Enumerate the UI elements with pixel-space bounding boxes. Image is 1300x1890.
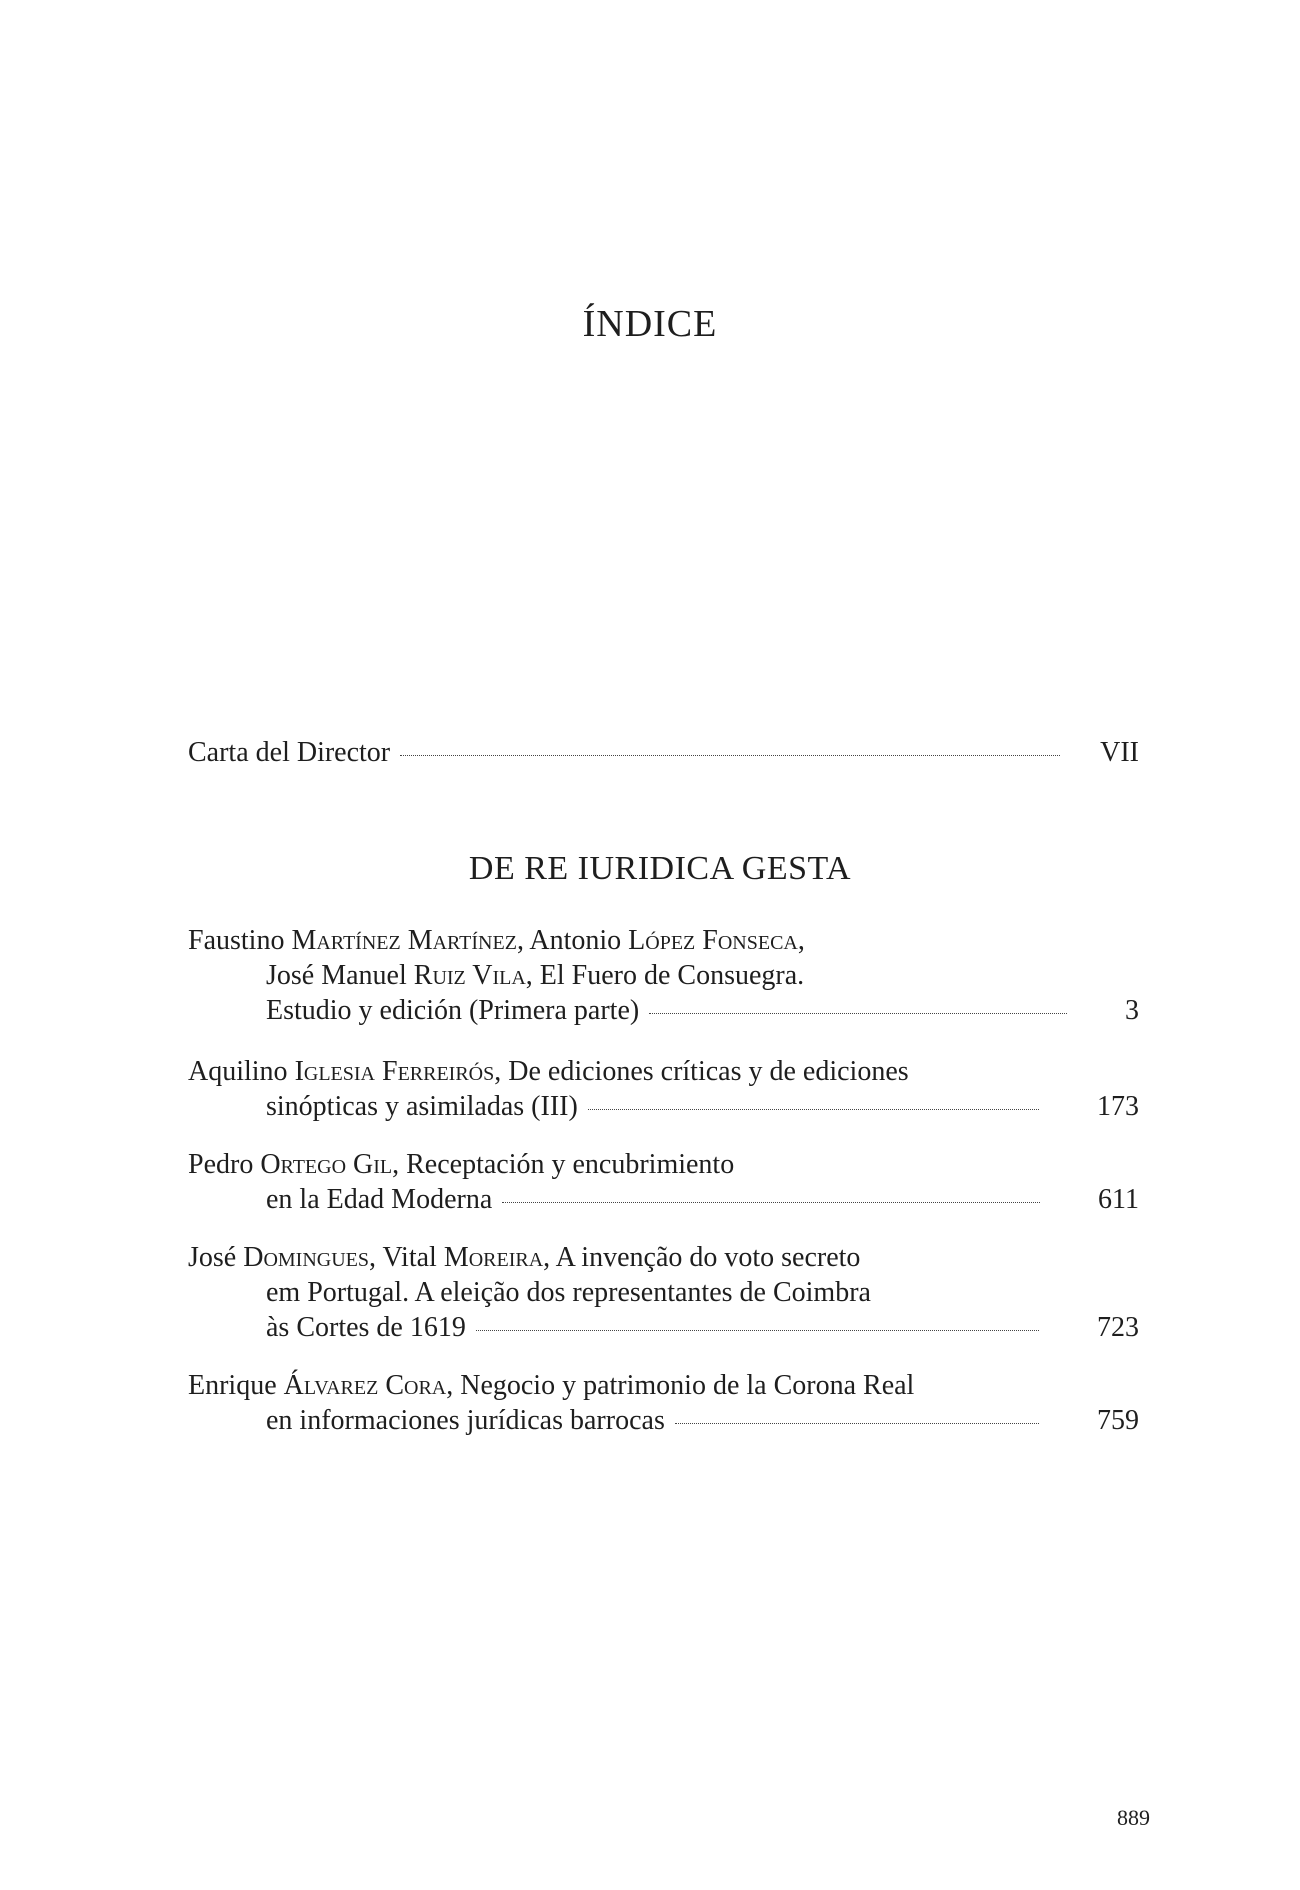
dot-leader	[502, 1202, 1040, 1203]
toc-entry-line	[266, 1310, 1139, 1346]
author-surname: Moreira	[443, 1242, 544, 1273]
author-surname: Martínez Martínez	[291, 925, 517, 956]
author-first-name: , Vital	[369, 1242, 444, 1273]
toc-entry-line	[266, 1275, 1139, 1311]
article-title: às Cortes de 1619	[266, 1312, 466, 1343]
toc-page-number: 723	[1097, 1312, 1139, 1343]
toc-entry-line	[188, 923, 1139, 959]
toc-entry-text	[188, 1147, 734, 1183]
toc-page-number: VII	[1100, 737, 1139, 768]
toc-entry-line	[266, 958, 1139, 994]
article-title: en informaciones jurídicas barrocas	[266, 1405, 665, 1436]
dot-leader	[675, 1423, 1039, 1424]
author-surname: López Fonseca	[628, 925, 798, 956]
author-first-name: José Manuel	[266, 960, 414, 991]
author-first-name: Faustino	[188, 925, 292, 956]
page-number: 889	[1117, 1805, 1150, 1830]
article-title: , Receptación y encubrimiento	[392, 1149, 735, 1180]
toc-entry-line	[266, 1089, 1139, 1125]
dot-leader	[649, 1013, 1067, 1014]
toc-entry-text	[188, 1240, 860, 1276]
toc-entry-line	[266, 993, 1139, 1029]
article-title: , De ediciones críticas y de ediciones	[494, 1056, 909, 1087]
author-surname: Domingues	[243, 1242, 370, 1273]
article-title: Estudio y edición (Primera parte)	[266, 995, 640, 1026]
author-first-name: Pedro	[188, 1149, 261, 1180]
toc-entry-text	[266, 958, 804, 994]
toc-entry-text	[188, 1054, 909, 1090]
author-first-name: , Antonio	[516, 925, 629, 956]
author-surname: Ortego Gil	[260, 1149, 393, 1180]
toc-page-number: 611	[1098, 1184, 1139, 1215]
author-surname: Álvarez Cora	[283, 1370, 447, 1401]
toc-entry-label: Carta del Director	[188, 737, 391, 768]
toc-entry-text	[188, 923, 805, 959]
article-title: sinópticas y asimiladas (III)	[266, 1091, 578, 1122]
dot-leader	[588, 1109, 1039, 1110]
article-title: , A invenção do voto secreto	[543, 1242, 861, 1273]
dot-leader	[400, 755, 1060, 756]
author-first-name: José	[188, 1242, 244, 1273]
toc-page-number: 173	[1097, 1091, 1139, 1122]
toc-entry-line	[188, 1240, 1139, 1276]
page-title: ÍNDICE	[582, 303, 718, 345]
dot-leader	[476, 1330, 1039, 1331]
author-surname: Ruiz Vila	[413, 960, 526, 991]
toc-entry-carta[interactable]	[188, 735, 1139, 771]
article-title: , Negocio y patrimonio de la Corona Real	[446, 1370, 915, 1401]
author-surname: Iglesia Ferreirós	[294, 1056, 495, 1087]
toc-page-number: 3	[1125, 995, 1139, 1026]
separator: ,	[797, 925, 805, 956]
author-first-name: Aquilino	[188, 1056, 295, 1087]
article-title: , El Fuero de Consuegra.	[525, 960, 805, 991]
toc-entry-line	[188, 1054, 1139, 1090]
toc-entry-line	[266, 1403, 1139, 1439]
toc-entry-line	[266, 1182, 1139, 1218]
toc-page-number: 759	[1097, 1405, 1139, 1436]
article-title: em Portugal. A eleição dos representantes de Coimbra	[266, 1277, 871, 1308]
section-heading: DE RE IURIDICA GESTA	[468, 850, 852, 887]
article-title: en la Edad Moderna	[266, 1184, 493, 1215]
toc-entry-line	[188, 1368, 1139, 1404]
toc-entry-line	[188, 1147, 1139, 1183]
author-first-name: Enrique	[188, 1370, 284, 1401]
toc-entry-text	[188, 1368, 914, 1404]
